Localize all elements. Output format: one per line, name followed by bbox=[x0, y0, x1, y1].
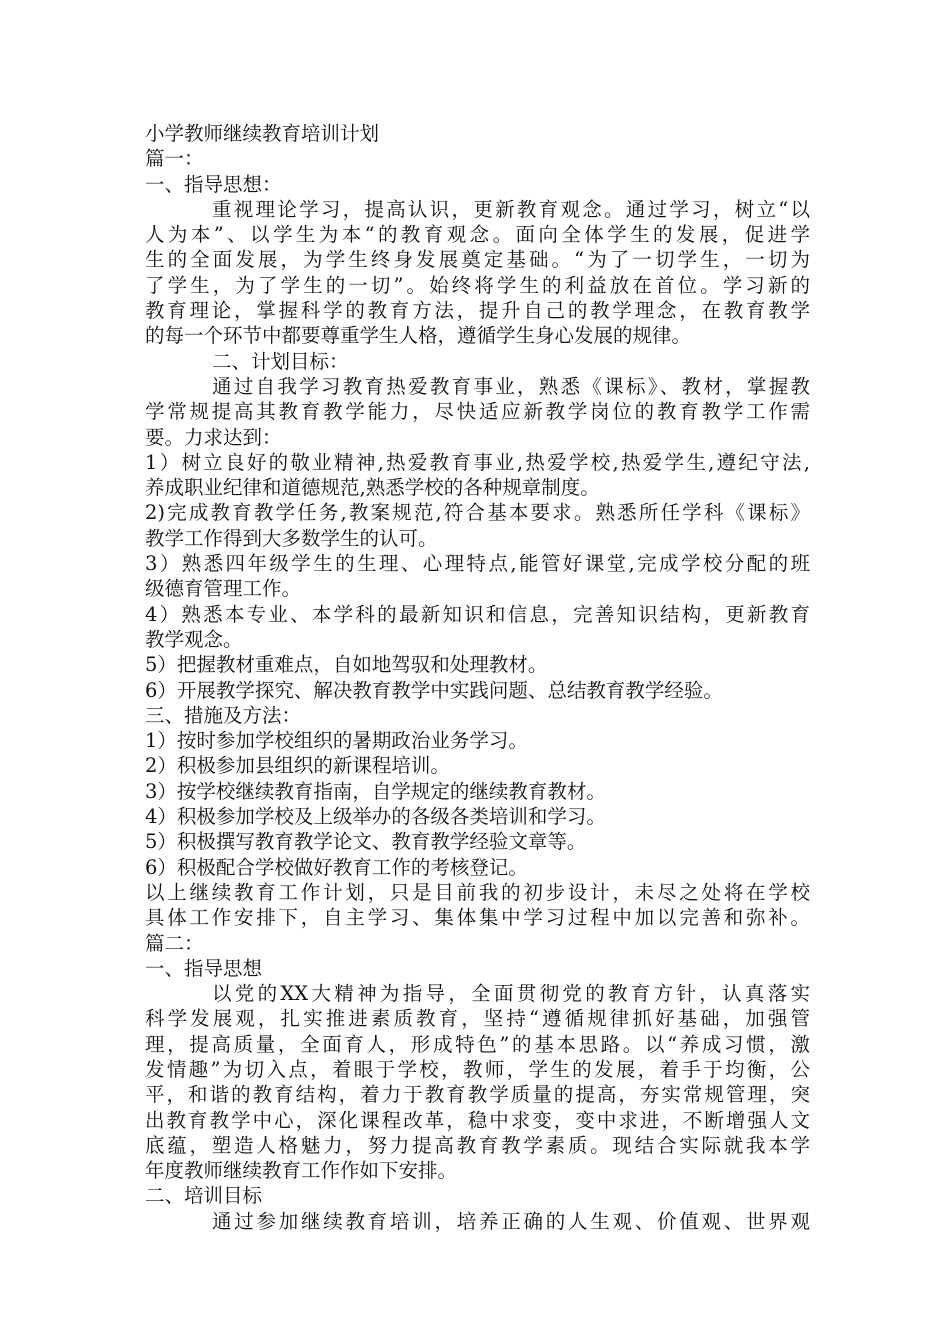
text-line: 教学工作得到大多数学生的认可。 bbox=[145, 526, 438, 550]
text-line: 的每一个环节中都要尊重学生人格，遵循学生身心发展的规律。 bbox=[145, 324, 692, 348]
text-line: 二、培训目标 bbox=[145, 1184, 263, 1208]
text-line: 6）积极配合学校做好教育工作的考核登记。 bbox=[145, 855, 528, 879]
text-line: 篇一： bbox=[145, 147, 204, 171]
text-line: 教育理论，掌握科学的教育方法，提升自己的教学理念，在教育教学 bbox=[145, 299, 810, 323]
text-line: 三、措施及方法： bbox=[145, 703, 302, 727]
text-line: 具体工作安排下，自主学习、集体集中学习过程中加以完善和弥补。 bbox=[145, 906, 810, 930]
text-line: 通过自我学习教育热爱教育事业，熟悉《课标》、教材，掌握教 bbox=[212, 374, 810, 398]
text-line: 了学生，为了学生的一切”。始终将学生的利益放在首位。学习新的 bbox=[145, 273, 810, 297]
text-line: 5）积极撰写教育教学论文、教育教学经验文章等。 bbox=[145, 830, 587, 854]
document-page bbox=[145, 121, 810, 1234]
text-line: 4）积极参加学校及上级举办的各级各类培训和学习。 bbox=[145, 805, 606, 829]
text-line: 年度教师继续教育工作作如下安排。 bbox=[145, 1159, 458, 1183]
text-line: 6）开展教学探究、解决教育教学中实践问题、总结教育教学经验。 bbox=[145, 678, 723, 702]
text-line: 出教育教学中心，深化课程改革，稳中求变，变中求进，不断增强人文 bbox=[145, 1108, 810, 1132]
text-line: 通过参加继续教育培训，培养正确的人生观、价值观、世界观 bbox=[212, 1209, 810, 1233]
text-line: 3）熟悉四年级学生的生理、心理特点,能管好课堂,完成学校分配的班 bbox=[145, 552, 810, 576]
text-line: 1）按时参加学校组织的暑期政治业务学习。 bbox=[145, 729, 528, 753]
text-line: 养成职业纪律和道德规范,熟悉学校的各种规章制度。 bbox=[145, 476, 600, 500]
text-line: 篇二： bbox=[145, 931, 204, 955]
text-line: 人为本”、以学生为本“的教育观念。面向全体学生的发展，促进学 bbox=[145, 223, 810, 247]
text-line: 底蕴，塑造人格魅力，努力提高教育教学素质。现结合实际就我本学 bbox=[145, 1133, 810, 1157]
text-line: 3）按学校继续教育指南，自学规定的继续教育教材。 bbox=[145, 779, 606, 803]
text-line: 2）积极参加县组织的新课程培训。 bbox=[145, 754, 450, 778]
text-line: 平，和谐的教育结构，着力于教育教学质量的提高，夯实常规管理，突 bbox=[145, 1083, 810, 1107]
text-line: 重视理论学习，提高认识，更新教育观念。通过学习，树立“以 bbox=[212, 197, 810, 221]
text-line: 以党的XX大精神为指导，全面贯彻党的教育方针，认真落实 bbox=[212, 982, 810, 1006]
text-line: 发情趣”为切入点，着眼于学校，教师，学生的发展，着手于均衡，公 bbox=[145, 1057, 810, 1081]
text-line: 5）把握教材重难点，自如地驾驭和处理教材。 bbox=[145, 653, 548, 677]
text-line: 一、指导思想 bbox=[145, 956, 263, 980]
text-line: 4）熟悉本专业、本学科的最新知识和信息，完善知识结构，更新教育 bbox=[145, 602, 810, 626]
text-line: 生的全面发展，为学生终身发展奠定基础。“为了一切学生，一切为 bbox=[145, 248, 810, 272]
text-line: 学常规提高其教育教学能力，尽快适应新教学岗位的教育教学工作需 bbox=[145, 400, 810, 424]
text-line: 一、指导思想： bbox=[145, 172, 282, 196]
text-line: 2)完成教育教学任务,教案规范,符合基本要求。熟悉所任学科《课标》 bbox=[145, 501, 810, 525]
text-line: 教学观念。 bbox=[145, 627, 243, 651]
text-line: 理，提高质量，全面育人，形成特色”的基本思路。以“养成习惯，激 bbox=[145, 1032, 810, 1056]
text-line: 科学发展观，扎实推进素质教育，坚持“遵循规律抓好基础，加强管 bbox=[145, 1007, 810, 1031]
text-line: 要。力求达到： bbox=[145, 425, 282, 449]
text-line: 1）树立良好的敬业精神,热爱教育事业,热爱学校,热爱学生,遵纪守法, bbox=[145, 450, 810, 474]
text-line: 以上继续教育工作计划，只是目前我的初步设计，未尽之处将在学校 bbox=[145, 880, 810, 904]
document-title: 小学教师继续教育培训计划 bbox=[145, 122, 380, 145]
text-line: 二、计划目标： bbox=[212, 349, 349, 373]
text-line: 级德育管理工作。 bbox=[145, 577, 302, 601]
